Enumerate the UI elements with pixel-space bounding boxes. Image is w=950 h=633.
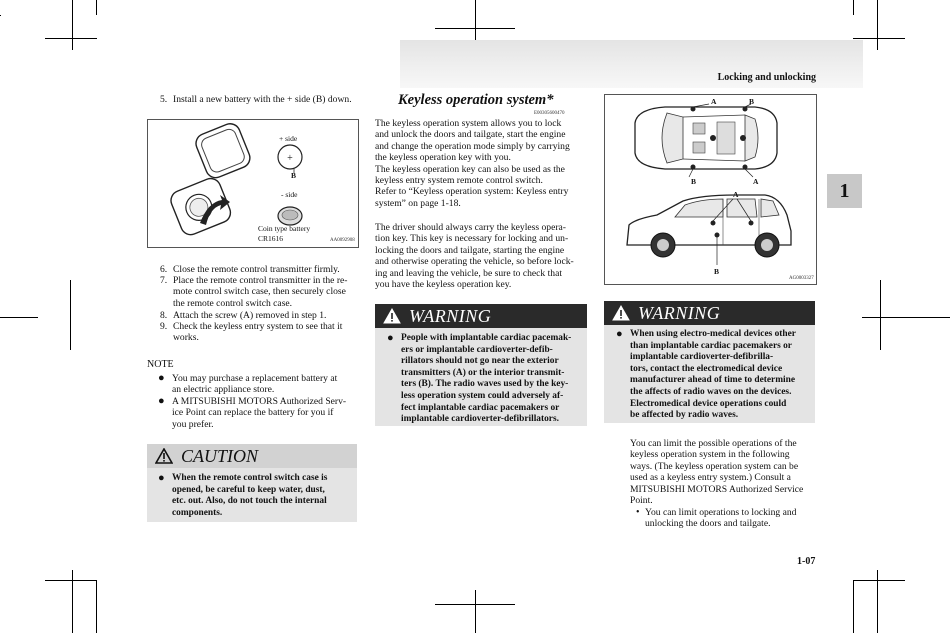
vehicle-top-view [635,104,777,177]
ref-code: E00305600470 [534,111,565,116]
warning-triangle-icon [383,308,401,324]
para-line: You can limit the possible operations of the [630,438,797,449]
vehicle-illustration [605,95,816,284]
remote-case-illustration [148,120,358,247]
para-line: and change the operation mode simply by carrying [375,140,570,152]
warning-line: ers or implantable cardioverter-defib- [401,344,553,355]
battery-model-label: CR1616 [258,234,284,243]
step-line: Check the keyless entry system to see that it [173,321,343,332]
para-line: The keyless operation key can also be used as the [375,163,565,175]
step-text: Attach the screw (A) removed in step 1. [173,310,327,321]
note-line: A MITSUBISHI MOTORS Authorized Serv- [172,396,347,407]
svg-text:+: + [287,153,293,164]
para-line: ing and leaving the vehicle, be sure to check that [375,267,563,279]
warning-line: rillators should not go near the exterior [401,356,559,367]
battery-type-label: Coin type battery [258,224,311,233]
para-line: The keyless operation system allows you to lock [375,118,562,129]
para-line: locking the doors and tailgate, starting the engine [375,244,565,256]
label-a-bottom: A [753,177,759,186]
step-number: 9. [160,321,168,332]
caution-title: CAUTION [181,445,259,466]
step-text: Install a new battery with the + side (B) down. [173,94,352,105]
chapter-tab [827,174,862,208]
warning-triangle-icon [155,448,173,464]
label-b-top: B [749,97,755,106]
step-number: 7. [160,275,168,286]
warning-line: Electromedical device operations could [630,398,787,409]
para-line: ways. (The keyless operation system can be [630,460,799,472]
label-b: B [291,171,297,180]
step-number: 6. [160,264,168,275]
battery-figure [147,119,359,248]
warning-line: ters (B). The radio waves used by the key- [401,379,569,390]
note-1 [172,373,358,396]
plus-side-label: + side [279,134,298,143]
vehicle-transmitter-figure [604,94,817,285]
para-line: MITSUBISHI MOTORS Authorized Service [630,483,804,495]
step-line: Place the remote control transmitter in the re- [173,275,348,286]
note-line: You may purchase a replacement battery at [172,373,338,384]
warning-triangle-icon [612,305,630,321]
bullet-icon: ● [616,328,623,340]
chapter-number: 1 [839,179,850,202]
warning-line: People with implantable cardiac pacemak- [401,333,572,343]
warning-line: implantable cardioverter-defibrillators. [401,414,559,425]
figure-code: AA0092908 [330,238,355,243]
para-line: tion key. This key is necessary for locking and un- [375,233,569,245]
para-line: Point. [630,495,653,507]
intro-paragraph [375,118,587,209]
para-line: Refer to “Keyless operation system: Keyless entry [375,186,569,198]
warning-title: WARNING [638,302,721,323]
step-number: 8. [160,310,168,321]
label-a-side: A [733,190,739,199]
vehicle-side-view [627,195,791,265]
para-line: used as a keyless entry system.) Consult a [630,472,791,484]
warning-line: the affects of radio waves on the devices. [630,386,792,397]
section-heading: Keyless operation system* [398,92,554,108]
warning-line: be affected by radio waves. [630,410,739,421]
warning-line: than implantable cardiac pacemakers or [630,340,792,351]
label-b-bottom: B [691,177,697,186]
warning-line: less operation system could adversely af- [401,390,564,401]
figure-code: AG0003327 [789,276,814,281]
para-line: The driver should always carry the keyless opera- [375,222,567,233]
warning-header-middle [375,304,587,328]
step-line: works. [173,332,199,344]
limit-paragraph [630,438,816,506]
bullet-line: unlocking the doors and tailgate. [645,518,771,530]
sub-bullet-icon: • [636,507,640,518]
warning-line: implantable cardioverter-defibrilla- [630,352,774,363]
bullet-icon: ● [158,395,165,407]
label-a-top: A [711,97,717,106]
caution-line: components. [172,507,223,518]
warning-line: manufacturer ahead of time to determine [630,375,795,386]
step-line: mote control switch case, then securely close [173,286,346,298]
para-line: and otherwise operating the vehicle, so before lock- [375,256,574,268]
para-line: keyless operation system in the following [630,449,790,461]
bullet-icon: ● [158,372,165,384]
warning-line: tors, contact the electromedical device [630,363,783,374]
step-text: Close the remote control transmitter firmly. [173,264,340,275]
warning-text-middle [401,333,584,426]
caution-header [147,444,357,468]
bullet-line: You can limit operations to locking and [645,507,797,518]
note-2 [172,396,358,430]
note-line: ice Point can replace the battery for you if [172,407,334,419]
warning-header-right [604,301,815,325]
driver-paragraph [375,222,587,290]
bullet-icon: ● [158,472,165,484]
para-line: system” on page 1-18. [375,197,461,209]
step-line: the remote control switch case. [173,297,293,309]
warning-line: transmitters (A) or the interior transmit- [401,367,565,378]
bullet-icon: ● [387,332,394,344]
warning-text-right [630,329,812,422]
note-line: an electric appliance store. [172,384,275,396]
para-line: and unlock the doors and tailgate, start the engine [375,129,566,141]
sub-bullet-text [645,507,817,530]
section-title: Locking and unlocking [717,72,816,83]
caution-text [172,473,354,519]
warning-line: fect implantable cardiac pacemakers or [401,402,560,413]
para-line: the keyless operation key with you. [375,152,511,164]
note-label: NOTE [147,359,174,370]
step-number: 5. [160,94,168,105]
switch-case-lid [193,121,253,181]
caution-line: When the remote control switch case is [172,473,328,483]
caution-line: opened, be careful to keep water, dust, [172,484,325,495]
caution-line: etc. out. Also, do not touch the internal [172,496,327,507]
minus-side-label: - side [281,190,298,199]
page-number: 1-07 [797,556,816,567]
label-b-side: B [714,267,720,276]
para-line: keyless entry system remote control switch. [375,175,543,187]
para-line: you have the keyless operation key. [375,279,512,291]
note-line: you prefer. [172,418,214,430]
warning-title: WARNING [409,305,492,326]
warning-line: When using electro-medical devices other [630,329,796,339]
